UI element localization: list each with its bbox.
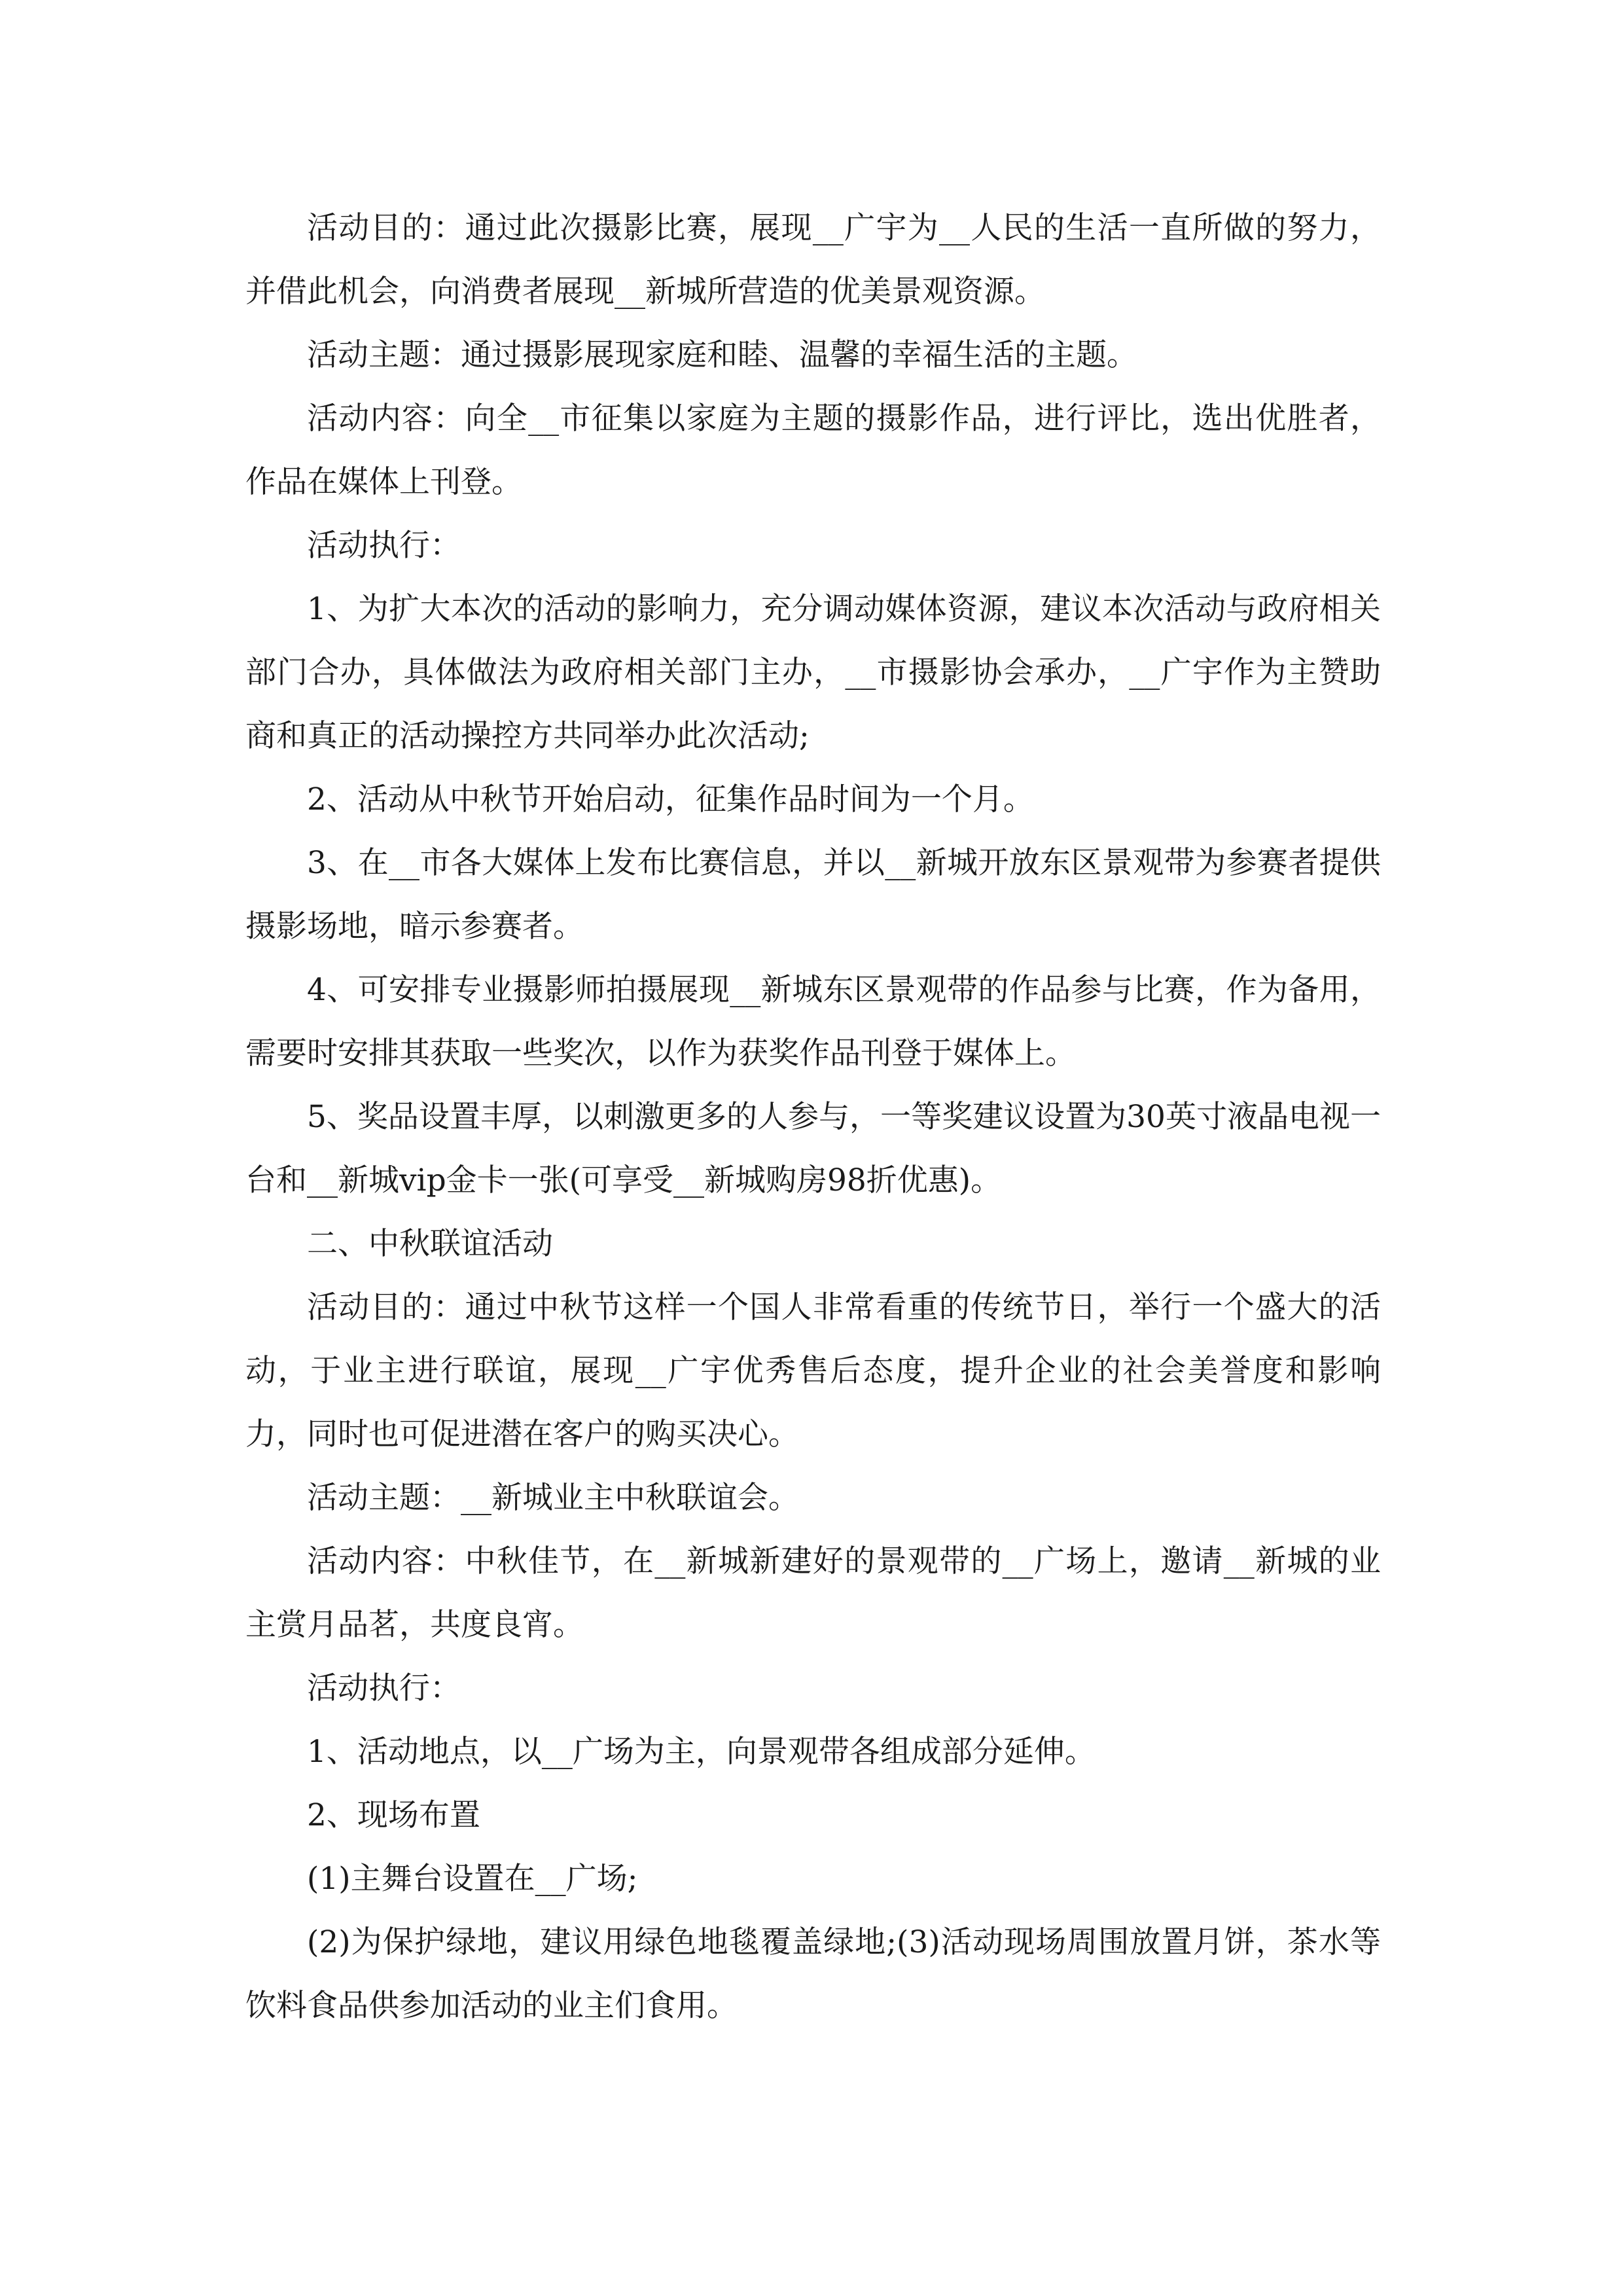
paragraph-gathering-content: 活动内容：中秋佳节，在__新城新建好的景观带的__广场上，邀请__新城的业主赏月品茗，共度良宵。 bbox=[245, 1543, 1381, 1643]
paragraph-gathering-item-1: 1、活动地点，以__广场为主，向景观带各组成部分延伸。 bbox=[307, 1734, 1096, 1770]
paragraph-gathering-execution-heading: 活动执行： bbox=[307, 1670, 461, 1706]
paragraph-execution-item-1: 1、为扩大本次的活动的影响力，充分调动媒体资源，建议本次活动与政府相关部门合办，具体做法为政府相关部门主办，__市摄影协会承办，__广宇作为主赞助商和真正的活动操控方共同举办此次活动; bbox=[245, 591, 1381, 754]
paragraph-photo-contest-content: 活动内容：向全__市征集以家庭为主题的摄影作品，进行评比，选出优胜者，作品在媒体上刊登。 bbox=[245, 401, 1381, 500]
paragraph-execution-item-2: 2、活动从中秋节开始启动，征集作品时间为一个月。 bbox=[307, 781, 1034, 817]
paragraph-photo-contest-purpose: 活动目的：通过此次摄影比赛，展现__广宇为__人民的生活一直所做的努力，并借此机会，向消费者展现__新城所营造的优美景观资源。 bbox=[245, 210, 1381, 310]
paragraph-gathering-purpose: 活动目的：通过中秋节这样一个国人非常看重的传统节日，举行一个盛大的活动，于业主进行联谊，展现__广宇优秀售后态度，提升企业的社会美誉度和影响力，同时也可促进潜在客户的购买决心。 bbox=[245, 1289, 1381, 1452]
paragraph-photo-contest-theme: 活动主题：通过摄影展现家庭和睦、温馨的幸福生活的主题。 bbox=[307, 337, 1137, 373]
paragraph-gathering-theme: 活动主题：__新城业主中秋联谊会。 bbox=[307, 1480, 799, 1516]
document-body bbox=[245, 196, 1381, 2037]
paragraph-execution-item-3: 3、在__市各大媒体上发布比赛信息，并以__新城开放东区景观带为参赛者提供摄影场地，暗示参赛者。 bbox=[245, 845, 1381, 944]
paragraph-execution-item-5: 5、奖品设置丰厚，以刺激更多的人参与，一等奖建议设置为30英寸液晶电视一台和__新城vip金卡一张(可享受__新城购房98折优惠)。 bbox=[245, 1099, 1381, 1198]
paragraph-photo-contest-execution-heading: 活动执行： bbox=[307, 528, 461, 564]
paragraph-execution-item-4: 4、可安排专业摄影师拍摄展现__新城东区景观带的作品参与比赛，作为备用，需要时安排其获取一些奖次，以作为获奖作品刊登于媒体上。 bbox=[245, 972, 1381, 1071]
section-heading-mid-autumn-gathering: 二、中秋联谊活动 bbox=[307, 1226, 553, 1262]
paragraph-gathering-item-2: 2、现场布置 bbox=[307, 1797, 480, 1833]
paragraph-gathering-subitem-2-3: (2)为保护绿地，建议用绿色地毯覆盖绿地;(3)活动现场周围放置月饼，茶水等饮料食品供参加活动的业主们食用。 bbox=[245, 1924, 1381, 2024]
paragraph-gathering-subitem-1: (1)主舞台设置在__广场; bbox=[307, 1861, 638, 1897]
